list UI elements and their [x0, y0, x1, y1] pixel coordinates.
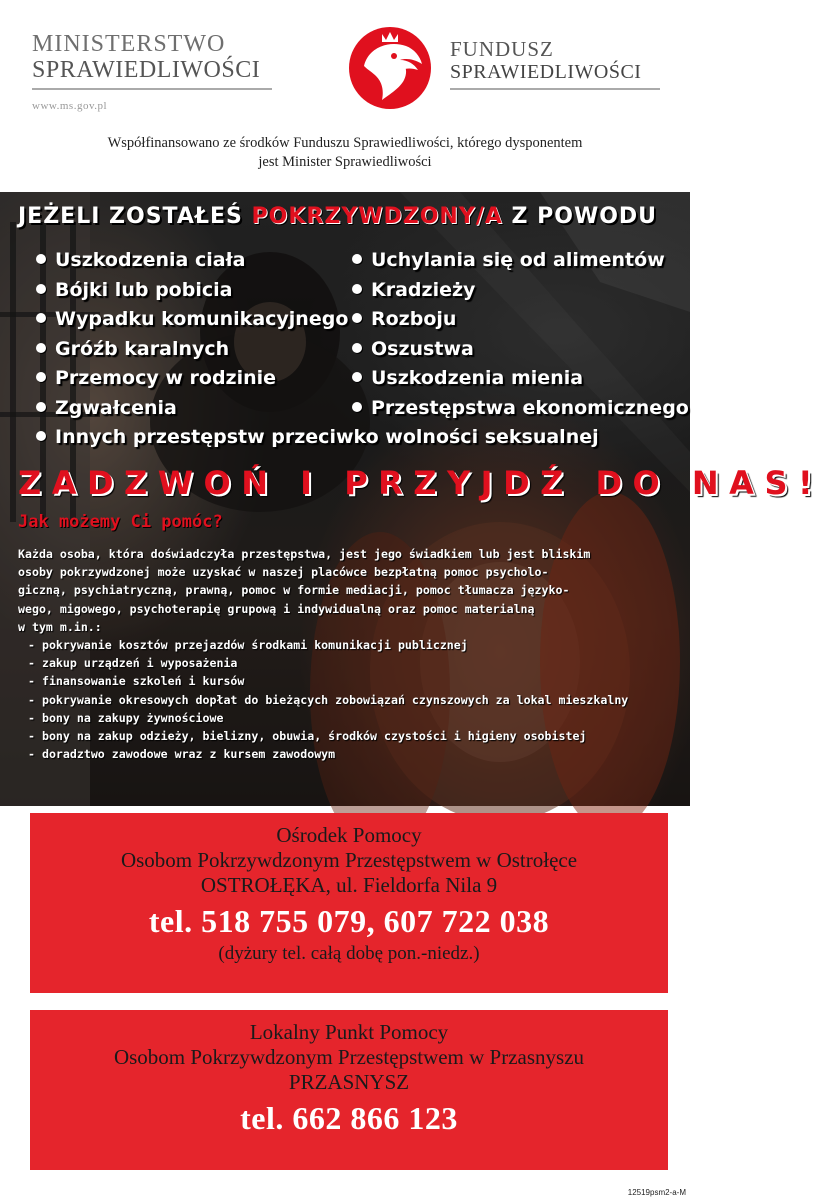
help-intro-line: osoby pokrzywdzonej może uzyskać w naszej placówce bezpłatną pomoc psycholo-	[18, 565, 549, 580]
eagle-emblem-icon	[348, 26, 432, 110]
office-przasnysz-phone: tel. 662 866 123	[240, 1100, 458, 1136]
bullet-dot-icon	[36, 402, 46, 412]
list-item: Bójki lub pobicia	[36, 276, 348, 306]
bullet-dot-icon	[36, 372, 46, 382]
ministry-rule	[32, 88, 272, 90]
help-intro-line: wego, migowego, psychoterapię grupową i indywidualną oraz pomoc materialną	[18, 601, 535, 616]
poster-content	[0, 192, 823, 806]
bullet-dot-icon	[36, 343, 46, 353]
list-item: Wypadku komunikacyjnego	[36, 305, 348, 335]
list-item: - pokrywanie okresowych dopłat do bieżących zobowiązań czynszowych za lokal mieszkalny	[18, 691, 678, 709]
bullet-dot-icon	[36, 313, 46, 323]
list-item: - bony na zakup odzieży, bielizny, obuwia, środków czystości i higieny osobistej	[18, 727, 678, 745]
poster	[0, 192, 823, 806]
list-item: Przemocy w rodzinie	[36, 364, 348, 394]
help-intro-line: w tym m.in.:	[18, 619, 102, 634]
cofinance-line2: jest Minister Sprawiedliwości	[258, 154, 432, 170]
ministry-name-line1: MINISTERSTWO	[32, 31, 226, 57]
header	[0, 0, 690, 190]
office-ostroleka-phone: tel. 518 755 079, 607 722 038	[148, 903, 550, 939]
bullet-dot-icon	[352, 372, 362, 382]
fund-rule	[450, 88, 660, 90]
list-item: Zgwałcenia	[36, 394, 348, 424]
list-item: - finansowanie szkoleń i kursów	[18, 672, 678, 690]
help-list	[18, 636, 678, 763]
list-item: Uszkodzenia ciała	[36, 246, 348, 276]
list-item: Uszkodzenia mienia	[352, 364, 689, 394]
office-ostroleka-box	[30, 813, 668, 993]
cofinance-notice	[20, 134, 670, 172]
bullet-dot-icon	[352, 284, 362, 294]
headline-post: Z POWODU	[502, 204, 658, 229]
footer-code: 12519psm2-a-M	[627, 1188, 686, 1197]
fund-name-line2: SPRAWIEDLIWOŚCI	[450, 61, 642, 83]
bullet-dot-icon	[352, 343, 362, 353]
office-ostroleka-subtitle: Osobom Pokrzywdzonym Przestępstwem w Ostrołęce	[120, 848, 578, 872]
list-item: Innych przestępstw przeciwko wolności seksualnej	[36, 423, 599, 453]
office-ostroleka-address: OSTROŁĘKA, ul. Fieldorfa Nila 9	[200, 873, 498, 897]
bullet-dot-icon	[352, 313, 362, 323]
offense-list-left	[36, 246, 348, 423]
bullet-dot-icon	[352, 254, 362, 264]
offense-list-last	[36, 423, 599, 453]
ministry-name-line2: SPRAWIEDLIWOŚCI	[32, 57, 261, 83]
list-item: Kradzieży	[352, 276, 689, 306]
list-item: - pokrywanie kosztów przejazdów środkami komunikacji publicznej	[18, 636, 678, 654]
office-przasnysz-box	[30, 1010, 668, 1170]
bullet-dot-icon	[36, 284, 46, 294]
headline	[18, 204, 657, 229]
help-intro-line: giczną, psychiatryczną, prawną, pomoc w formie mediacji, pomoc tłumacza języko-	[18, 583, 570, 598]
help-intro-line: Każda osoba, która doświadczyła przestępstwa, jest jego świadkiem lub jest bliskim	[18, 547, 591, 561]
office-przasnysz-subtitle: Osobom Pokrzywdzonym Przestępstwem w Przasnyszu	[113, 1045, 585, 1069]
headline-pre: JEŻELI ZOSTAŁEŚ	[18, 204, 252, 229]
list-item: Rozboju	[352, 305, 689, 335]
help-heading: Jak możemy Ci pomóc?	[18, 512, 223, 532]
ministry-logo	[32, 32, 272, 112]
bullet-dot-icon	[36, 254, 46, 264]
call-to-action: ZADZWOŃ I PRZYJDŹ DO NAS!	[18, 464, 823, 502]
fund-name-line1: FUNDUSZ	[450, 37, 554, 61]
headline-highlight: POKRZYWDZONY/A	[251, 204, 503, 229]
list-item: Oszustwa	[352, 335, 689, 365]
ministry-url: www.ms.gov.pl	[32, 100, 108, 112]
list-item: - zakup urządzeń i wyposażenia	[18, 654, 678, 672]
list-item: - bony na zakupy żywnościowe	[18, 709, 678, 727]
office-ostroleka-name: Ośrodek Pomocy	[276, 823, 422, 847]
list-item: Gróźb karalnych	[36, 335, 348, 365]
list-item: Uchylania się od alimentów	[352, 246, 689, 276]
list-item: - doradztwo zawodowe wraz z kursem zawodowym	[18, 745, 678, 763]
list-item: Przestępstwa ekonomicznego	[352, 394, 689, 424]
office-ostroleka-hours: (dyżury tel. całą dobę pon.-niedz.)	[218, 943, 480, 964]
help-body	[18, 545, 678, 763]
bullet-dot-icon	[352, 402, 362, 412]
bullet-dot-icon	[36, 431, 46, 441]
office-przasnysz-city: PRZASNYSZ	[288, 1070, 410, 1094]
office-przasnysz-name: Lokalny Punkt Pomocy	[249, 1020, 449, 1044]
offense-list-right	[352, 246, 689, 423]
fund-logo-text	[450, 38, 660, 90]
cofinance-line1: Współfinansowano ze środków Funduszu Sprawiedliwości, którego dysponentem	[107, 135, 583, 151]
